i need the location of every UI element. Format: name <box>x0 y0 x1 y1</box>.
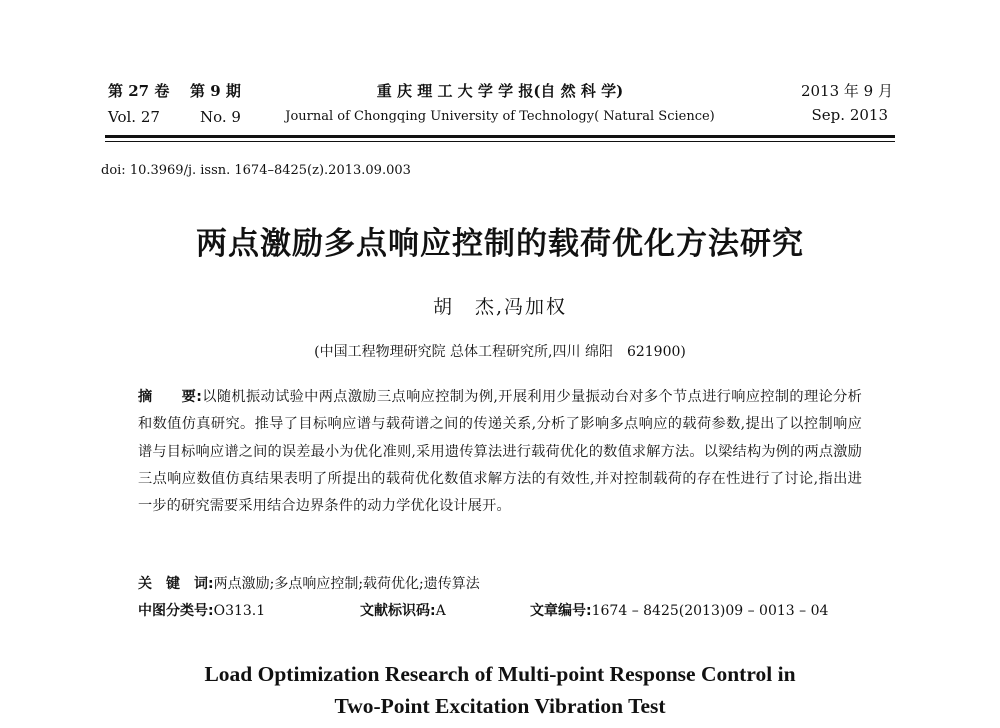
issue-cn: 第 9 期 <box>190 82 241 100</box>
keywords-label: 关 键 词: <box>138 576 214 592</box>
journal-title-cn: 重 庆 理 工 大 学 学 报(自 然 科 学) <box>376 82 624 100</box>
article-number <box>530 600 828 620</box>
doc-code-value: A <box>435 603 446 619</box>
english-title-line-2: Two-Point Excitation Vibration Test <box>334 694 666 718</box>
header-rule-thin <box>105 141 895 142</box>
volume-en: Vol. 27 <box>108 108 160 126</box>
clc-number <box>138 600 265 620</box>
doc-code-label: 文献标识码: <box>360 603 436 619</box>
affiliation: (中国工程物理研究院 总体工程研究所,四川 绵阳 621900) <box>314 344 686 360</box>
page-title: 两点激励多点响应控制的载荷优化方法研究 <box>196 226 804 262</box>
abstract-text: 以随机振动试验中两点激励三点响应控制为例,开展利用少量振动台对多个节点进行响应控制的理论分析和数值仿真研究。推导了目标响应谱与载荷谱之间的传递关系,分析了影响多点响应的载荷参数,提出了以控制响应谱与目标响应谱之间的误差最小为优化准则,采用遗传算法进行载荷优化的数值求解方法。以梁结构为例的两点激励三点响应数值仿真结果表明了所提出的载荷优化数值求解方法的有效性,并对控制载荷的存在性进行了讨论,指出进一步的研究需要采用结合边界条件的动力学优化设计展开。 <box>138 389 862 515</box>
keywords-text: 两点激励;多点响应控制;载荷优化;遗传算法 <box>213 576 480 592</box>
date-en: Sep. 2013 <box>811 106 888 124</box>
abstract-label: 摘 要: <box>138 389 203 405</box>
authors: 胡 杰,冯加权 <box>432 296 568 318</box>
header-rule-thick <box>105 135 895 138</box>
clc-label: 中图分类号: <box>138 603 214 619</box>
doi: doi: 10.3969/j. issn. 1674–8425(z).2013.09.003 <box>101 163 411 178</box>
document-code <box>360 600 446 620</box>
clc-value: O313.1 <box>213 603 266 619</box>
journal-title-en: Journal of Chongqing University of Technology( Natural Science) <box>285 109 715 124</box>
date-cn: 2013 年 9 月 <box>800 82 893 100</box>
english-title-line-1: Load Optimization Research of Multi-point Response Control in <box>204 662 796 686</box>
article-no-value: 1674 – 8425(2013)09 – 0013 – 04 <box>591 603 829 619</box>
issue-en: No. 9 <box>200 108 241 126</box>
article-no-label: 文章编号: <box>530 603 592 619</box>
volume-cn: 第 27 卷 <box>108 82 170 100</box>
abstract <box>138 384 862 520</box>
keywords <box>138 573 480 593</box>
